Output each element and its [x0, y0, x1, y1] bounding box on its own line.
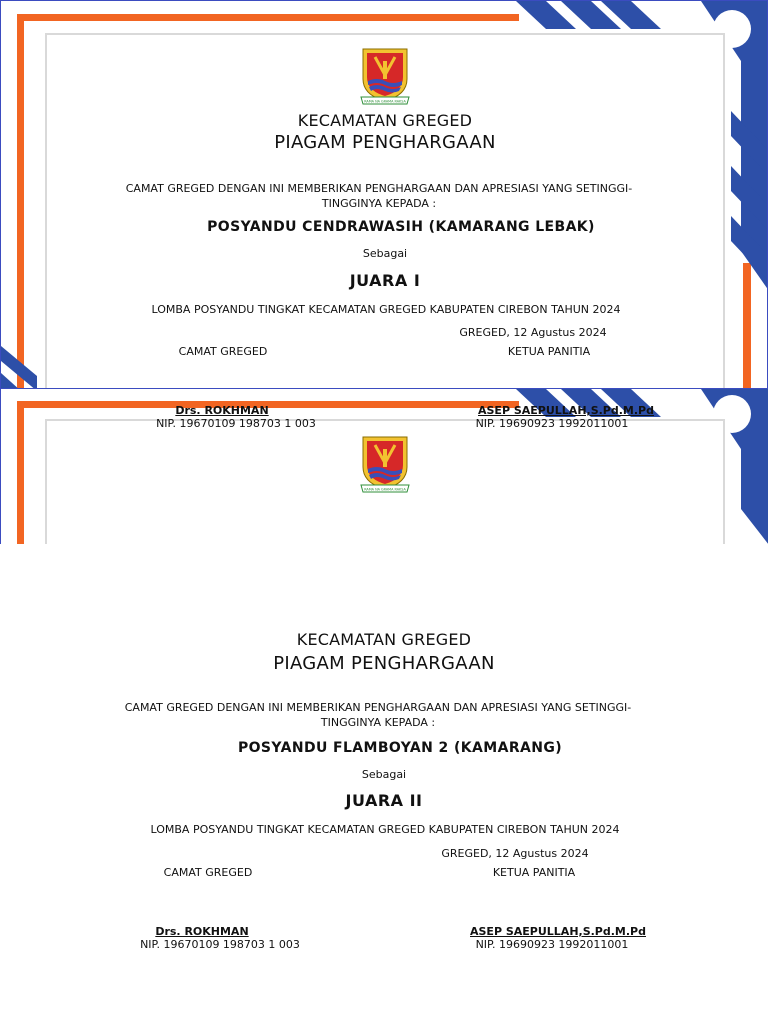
- regency-emblem-icon: [357, 433, 413, 495]
- as-label: Sebagai: [362, 247, 408, 260]
- left-signatory-nip: NIP. 19670109 198703 1 003: [140, 938, 300, 951]
- emblem-banner-text: RAMA NA GRAMA RAKSA: [364, 99, 406, 104]
- right-signatory-name: ASEP SAEPULLAH,S.Pd.M.Pd: [478, 404, 654, 417]
- emblem-banner-text: RAMA NA GRAMA RAKSA: [364, 487, 406, 492]
- right-signatory-nip: NIP. 19690923 1992011001: [475, 417, 629, 430]
- left-signatory-name: Drs. ROKHMAN: [175, 404, 269, 417]
- intro-text: CAMAT GREGED DENGAN INI MEMBERIKAN PENGHARGAAN DAN APRESIASI YANG SETINGGI-TINGGINYA KEPADA :: [125, 182, 633, 210]
- left-signatory-nip: NIP. 19670109 198703 1 003: [156, 417, 316, 430]
- regency-emblem-icon: [357, 45, 413, 107]
- top-orange-stripe: [19, 14, 519, 21]
- left-orange-stripe: [17, 14, 24, 390]
- event-description: LOMBA POSYANDU TINGKAT KECAMATAN GREGED KABUPATEN CIREBON TAHUN 2024: [150, 823, 620, 836]
- recipient-name: POSYANDU CENDRAWASIH (KAMARANG LEBAK): [207, 219, 595, 235]
- place-date: GREGED, 12 Agustus 2024: [441, 847, 589, 860]
- as-label: Sebagai: [361, 768, 407, 781]
- certificate-title: PIAGAM PENGHARGAAN: [273, 653, 495, 674]
- right-signatory-role: KETUA PANITIA: [507, 345, 591, 358]
- right-signatory-role: KETUA PANITIA: [492, 866, 576, 879]
- certificate-frame-1: [0, 0, 768, 390]
- award-title: JUARA I: [349, 271, 421, 290]
- recipient-name: POSYANDU FLAMBOYAN 2 (KAMARANG): [237, 740, 563, 756]
- right-signatory-name: ASEP SAEPULLAH,S.Pd.M.Pd: [470, 925, 646, 938]
- place-date: GREGED, 12 Agustus 2024: [459, 326, 607, 339]
- left-signatory-role: CAMAT GREGED: [178, 345, 268, 358]
- award-title: JUARA II: [345, 791, 423, 810]
- event-description: LOMBA POSYANDU TINGKAT KECAMATAN GREGED KABUPATEN CIREBON TAHUN 2024: [151, 303, 621, 316]
- left-signatory-name: Drs. ROKHMAN: [155, 925, 249, 938]
- right-signatory-nip: NIP. 19690923 1992011001: [475, 938, 629, 951]
- left-signatory-role: CAMAT GREGED: [163, 866, 253, 879]
- district-name: KECAMATAN GREGED: [297, 111, 473, 130]
- certificate-title: PIAGAM PENGHARGAAN: [274, 132, 496, 153]
- intro-text: CAMAT GREGED DENGAN INI MEMBERIKAN PENGHARGAAN DAN APRESIASI YANG SETINGGI-TINGGINYA KEPADA :: [124, 701, 632, 729]
- district-name: KECAMATAN GREGED: [296, 630, 472, 649]
